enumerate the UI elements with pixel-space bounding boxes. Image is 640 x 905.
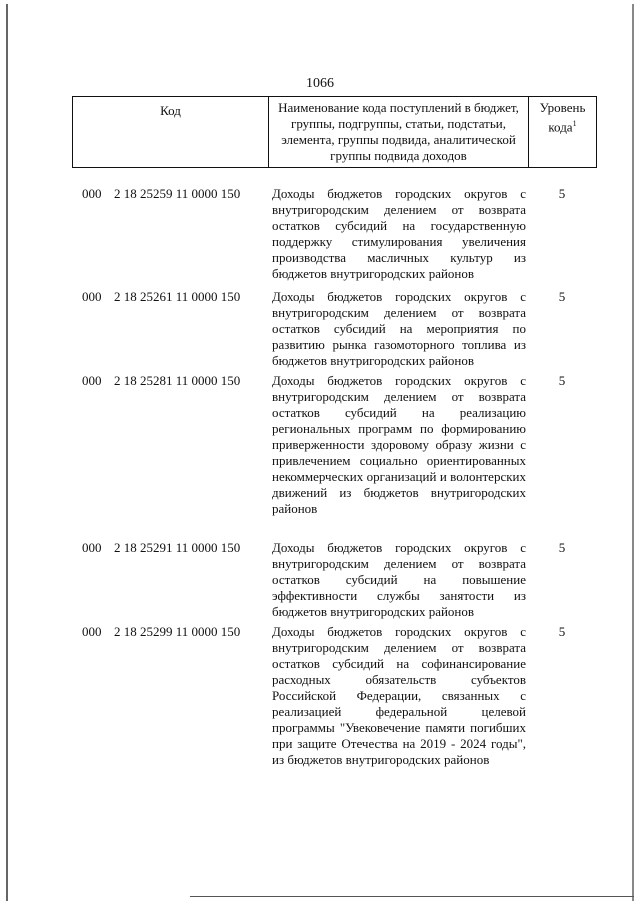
row-level: 5 <box>558 624 566 639</box>
header-level <box>528 97 597 167</box>
row-level: 5 <box>558 540 566 555</box>
row-code: 2 18 25281 11 0000 150 <box>114 373 241 388</box>
row-prefix: 000 <box>82 186 102 201</box>
row-name: Доходы бюджетов городских округов с внутригородским делением от возврата остатков субсидий на софинансирование расходных обязательств субъектов Российской Федерации, связанных с реализацией федеральной целевой программы "Увековечение памяти погибших при защите Отечества на 2019 - 2024 годы", из бюджетов внутригородских районов <box>272 624 526 767</box>
bottom-rule <box>190 896 634 897</box>
row-code: 2 18 25261 11 0000 150 <box>114 289 241 304</box>
header-level-footnote-mark: 1 <box>572 119 577 128</box>
row-level: 5 <box>558 373 566 388</box>
header-level-label: Уровень кода <box>539 100 586 135</box>
row-prefix: 000 <box>82 289 102 304</box>
row-code: 2 18 25299 11 0000 150 <box>114 624 241 639</box>
row-code: 2 18 25259 11 0000 150 <box>114 186 241 201</box>
row-name: Доходы бюджетов городских округов с внутригородским делением от возврата остатков субсидий на повышение эффективности службы занятости из бюджетов внутригородских районов <box>272 540 526 619</box>
page-number: 1066 <box>306 76 334 91</box>
row-level: 5 <box>558 289 566 304</box>
header-code: Код <box>72 97 268 167</box>
header-name: Наименование кода поступлений в бюджет, группы, подгруппы, статьи, подстатьи, элемента, группы подвида, аналитической группы подвида доходов <box>268 97 528 167</box>
row-prefix: 000 <box>82 373 102 388</box>
row-prefix: 000 <box>82 624 102 639</box>
row-code: 2 18 25291 11 0000 150 <box>114 540 241 555</box>
row-level: 5 <box>558 186 566 201</box>
row-name: Доходы бюджетов городских округов с внутригородским делением от возврата остатков субсидий на государственную поддержку стимулирования увеличения производства масличных культур из бюджетов внутригородских районов <box>272 186 526 281</box>
row-name: Доходы бюджетов городских округов с внутригородским делением от возврата остатков субсидий на мероприятия по развитию рынка газомоторного топлива из бюджетов внутригородских районов <box>272 289 526 368</box>
table-header <box>72 96 597 168</box>
row-name: Доходы бюджетов городских округов с внутригородским делением от возврата остатков субсидий на реализацию региональных программ по формированию приверженности здоровому образу жизни с привлечением социально ориентированных некоммерческих организаций и волонтерских движений из бюджетов внутригородских районов <box>272 373 526 516</box>
row-prefix: 000 <box>82 540 102 555</box>
